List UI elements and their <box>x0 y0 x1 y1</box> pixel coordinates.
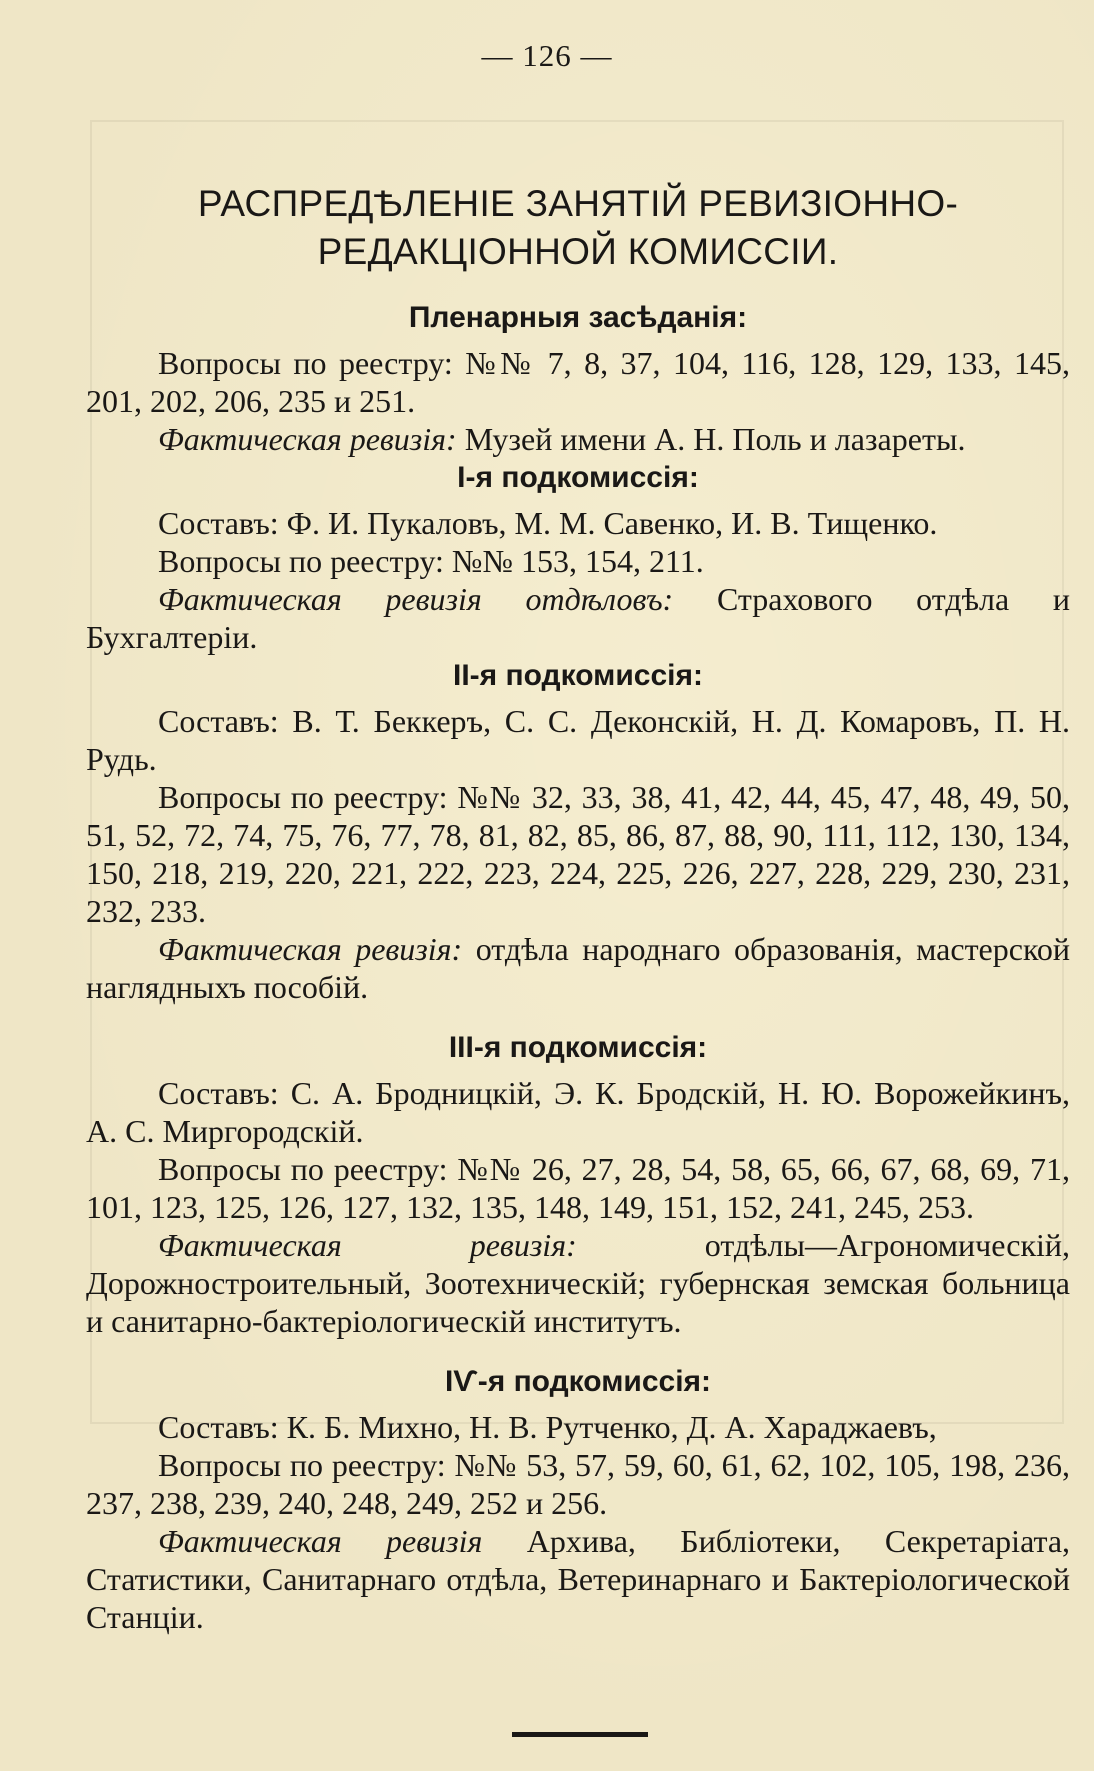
subcommission-4-questions: Вопросы по реестру: №№ 53, 57, 59, 60, 61, 62, 102, 105, 198, 236, 237, 238, 239, 240, 248, 249, 252 и 256. <box>86 1447 1070 1521</box>
document-title: РАСПРЕДѢЛЕНІЕ ЗАНЯТІЙ РЕВИЗІОННО-РЕДАКЦІОННОЙ КОМИССІИ. <box>197 183 959 272</box>
subcommission-3-heading: ІІІ-я подкомиссія: <box>448 1031 708 1064</box>
subcommission-2-heading: ІІ-я подкомиссія: <box>453 659 703 692</box>
page-number: — 126 — <box>481 38 613 73</box>
subcommission-4-heading: ІѴ-я подкомиссія: <box>444 1365 712 1398</box>
subcommission-1-revision-text: Страхового отдѣла и Бухгалтеріи. <box>86 581 1071 655</box>
subcommission-4-revision <box>86 1522 1070 1636</box>
subcommission-2-questions: Вопросы по реестру: №№ 32, 33, 38, 41, 42, 44, 45, 47, 48, 49, 50, 51, 52, 72, 74, 75, 76, 77, 78, 81, 82, 85, 86, 87, 88, 90, 111, 112, 130, 134, 150, 218, 219, 220, 221, 222, 223, 224, 225, 226, 227, 228, 229, 230, 231, 232, 233. <box>86 779 1070 929</box>
subcommission-4-revision-text: Архива, Библіотеки, Секретаріата, Статистики, Санитарнаго отдѣла, Ветеринарнаго и Бактеріологической Станціи. <box>86 1523 1071 1635</box>
subcommission-2-revision <box>86 930 1070 1006</box>
plenary-questions: Вопросы по реестру: №№ 7, 8, 37, 104, 116, 128, 129, 133, 145, 201, 202, 206, 235 и 251. <box>86 345 1070 419</box>
subcommission-1-heading: І-я подкомиссія: <box>457 461 699 494</box>
subcommission-1-revision-label: Фактическая ревизія отдѣловъ: <box>158 581 674 617</box>
subcommission-2-revision-text: отдѣла народнаго образованія, мастерской наглядныхъ пособій. <box>86 931 1071 1005</box>
subcommission-3-questions: Вопросы по реестру: №№ 26, 27, 28, 54, 58, 65, 66, 67, 68, 69, 71, 101, 123, 125, 126, 127, 132, 135, 148, 149, 151, 152, 241, 245, 253. <box>86 1151 1070 1225</box>
subcommission-3-composition: Составъ: С. А. Бродницкій, Э. К. Бродскій, Н. Ю. Ворожейкинъ, А. С. Миргородскій. <box>86 1075 1070 1149</box>
plenary-heading: Пленарныя засѣданія: <box>408 301 748 334</box>
subcommission-1-composition: Составъ: Ф. И. Пукаловъ, М. М. Савенко, И. В. Тищенко. <box>158 505 938 541</box>
plenary-revision <box>86 420 1070 458</box>
subcommission-4-revision-label: Фактическая ревизія <box>158 1523 483 1559</box>
subcommission-2-revision-label: Фактическая ревизія: <box>158 931 463 967</box>
subcommission-3-revision-text: отдѣлы—Агрономическій, Дорожностроительный, Зоотехническій; губернская земская больница и санитарно-бактеріологическій институтъ. <box>86 1227 1070 1339</box>
subcommission-1-questions: Вопросы по реестру: №№ 153, 154, 211. <box>158 543 704 579</box>
document-body <box>86 180 1070 1636</box>
plenary-revision-label: Фактическая ревизія: <box>158 421 457 457</box>
subcommission-4-composition: Составъ: К. Б. Михно, Н. В. Рутченко, Д. А. Хараджаевъ, <box>158 1409 937 1445</box>
subcommission-3-revision <box>86 1226 1070 1340</box>
closing-rule <box>512 1732 648 1737</box>
subcommission-3-revision-label: Фактическая ревизія: <box>158 1227 577 1263</box>
subcommission-1-revision <box>86 580 1070 656</box>
plenary-revision-text: Музей имени А. Н. Поль и лазареты. <box>464 421 966 457</box>
subcommission-2-composition: Составъ: В. Т. Беккеръ, С. С. Деконскій, Н. Д. Комаровъ, П. Н. Рудь. <box>86 703 1070 777</box>
